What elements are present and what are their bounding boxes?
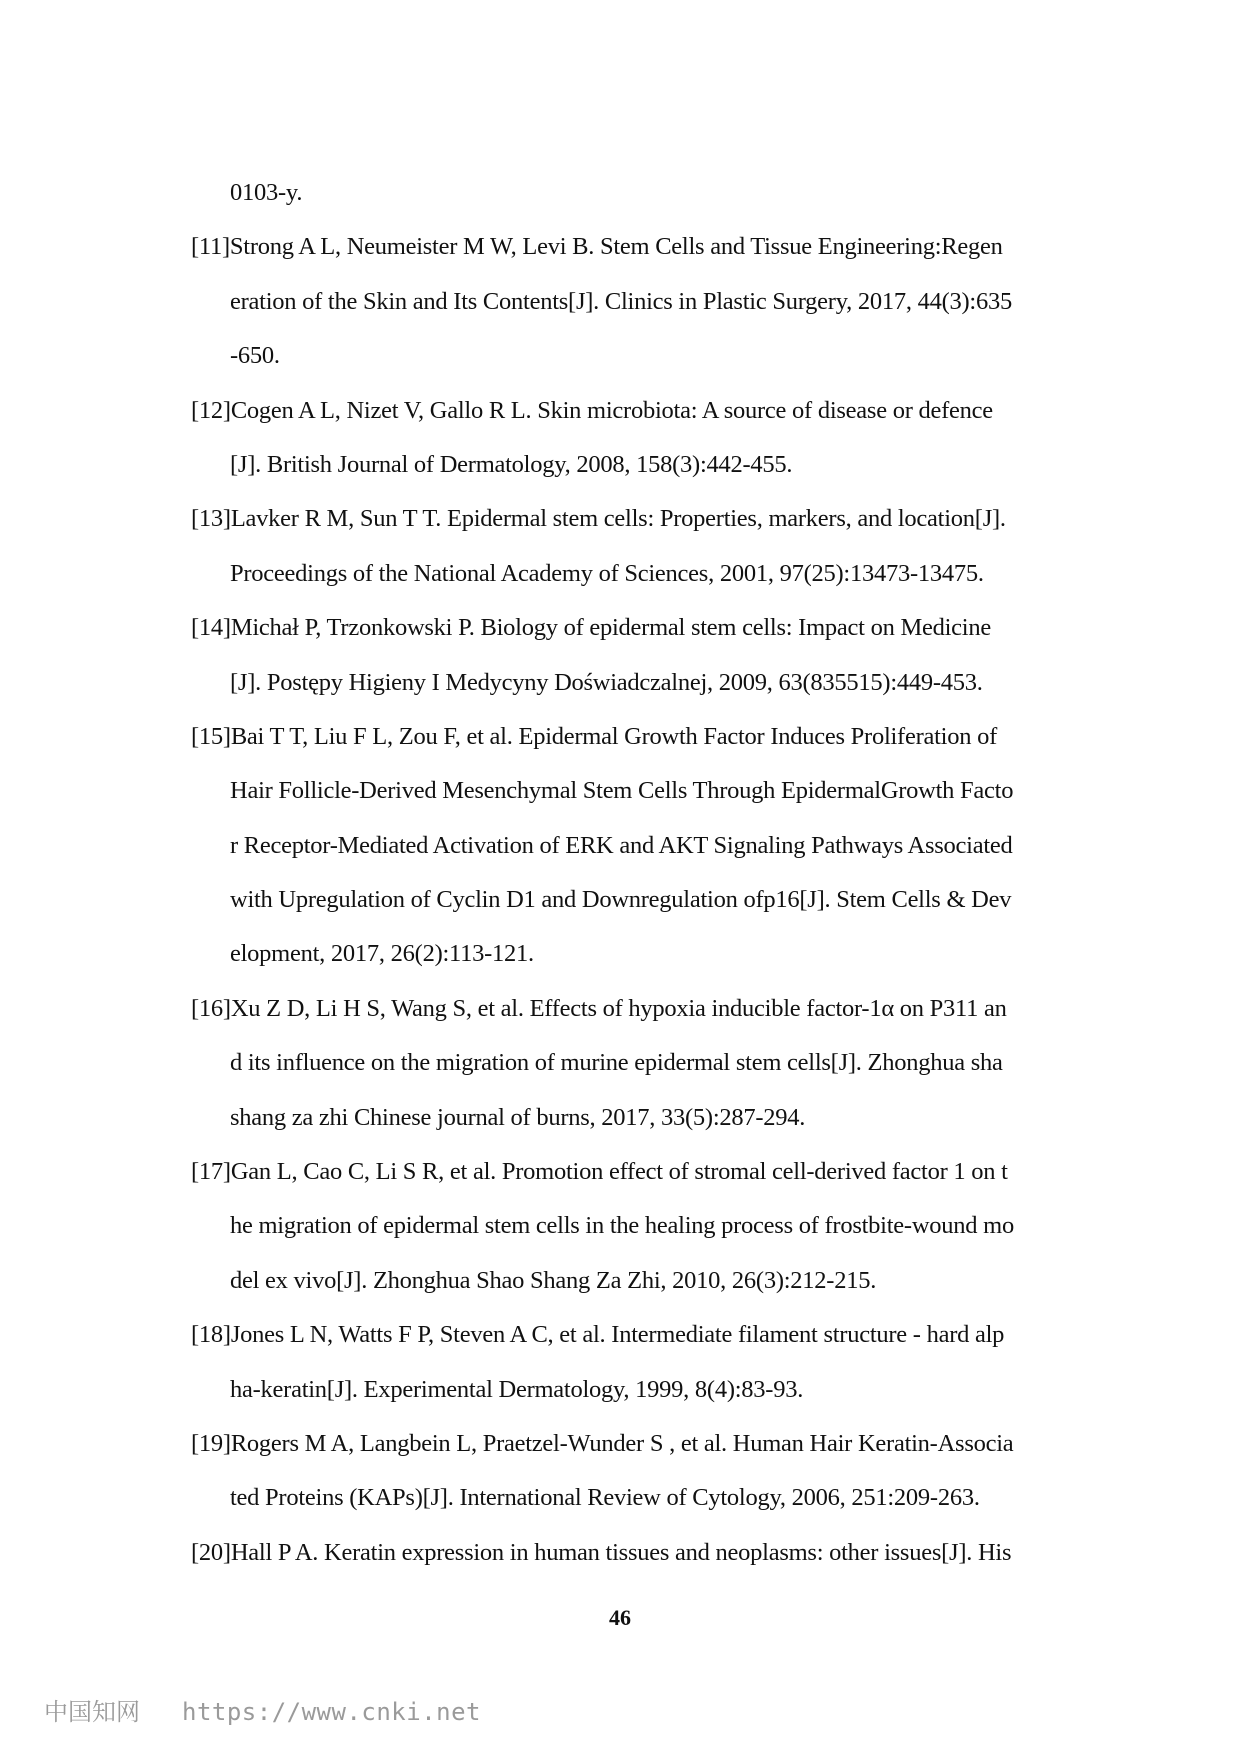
reference-16-line-2: d its influence on the migration of murine epidermal stem cells[J]. Zhonghua sha bbox=[230, 1049, 1003, 1077]
watermark-brand: 中国知网 bbox=[44, 1698, 140, 1726]
reference-18-line-1: [18]Jones L N, Watts F P, Steven A C, et al. Intermediate filament structure - hard alp bbox=[191, 1321, 1005, 1349]
reference-19-line-1: [19]Rogers M A, Langbein L, Praetzel-Wunder S , et al. Human Hair Keratin-Associa bbox=[191, 1429, 1014, 1457]
reference-11-line-1: [11]Strong A L, Neumeister M W, Levi B. Stem Cells and Tissue Engineering:Regen bbox=[191, 233, 1003, 261]
reference-13-line-2: Proceedings of the National Academy of Sciences, 2001, 97(25):13473-13475. bbox=[230, 559, 984, 587]
reference-13-line-1: [13]Lavker R M, Sun T T. Epidermal stem cells: Properties, markers, and location[J]. bbox=[191, 505, 1006, 533]
reference-15-line-4: with Upregulation of Cyclin D1 and Downregulation ofp16[J]. Stem Cells & Dev bbox=[230, 886, 1012, 914]
reference-15-line-2: Hair Follicle-Derived Mesenchymal Stem Cells Through EpidermalGrowth Facto bbox=[230, 777, 1014, 805]
reference-19-line-2: ted Proteins (KAPs)[J]. International Review of Cytology, 2006, 251:209-263. bbox=[230, 1484, 980, 1512]
reference-17-line-2: he migration of epidermal stem cells in the healing process of frostbite-wound mo bbox=[230, 1212, 1014, 1240]
page-number: 46 bbox=[609, 1605, 631, 1630]
reference-11-line-2: eration of the Skin and Its Contents[J]. Clinics in Plastic Surgery, 2017, 44(3):635 bbox=[230, 287, 1012, 315]
reference-12-line-1: [12]Cogen A L, Nizet V, Gallo R L. Skin microbiota: A source of disease or defence bbox=[191, 396, 993, 424]
reference-11-line-3: -650. bbox=[230, 342, 280, 370]
reference-line-continuation: 0103-y. bbox=[230, 179, 303, 206]
cnki-watermark bbox=[44, 1697, 481, 1728]
reference-17-line-3: del ex vivo[J]. Zhonghua Shao Shang Za Zhi, 2010, 26(3):212-215. bbox=[230, 1266, 877, 1294]
reference-15-line-1: [15]Bai T T, Liu F L, Zou F, et al. Epidermal Growth Factor Induces Proliferation of bbox=[191, 722, 998, 750]
reference-17-line-1: [17]Gan L, Cao C, Li S R, et al. Promotion effect of stromal cell-derived factor 1 on t bbox=[191, 1158, 1008, 1186]
reference-18-line-2: ha-keratin[J]. Experimental Dermatology, 1999, 8(4):83-93. bbox=[230, 1375, 804, 1403]
reference-16-line-3: shang za zhi Chinese journal of burns, 2017, 33(5):287-294. bbox=[230, 1103, 806, 1131]
reference-15-line-3: r Receptor-Mediated Activation of ERK and AKT Signaling Pathways Associated bbox=[230, 831, 1013, 859]
reference-14-line-2: [J]. Postępy Higieny I Medycyny Doświadczalnej, 2009, 63(835515):449-453. bbox=[230, 668, 983, 696]
reference-20-line-1: [20]Hall P A. Keratin expression in human tissues and neoplasms: other issues[J]. His bbox=[191, 1538, 1012, 1566]
watermark-url: https://www.cnki.net bbox=[182, 1698, 481, 1726]
reference-16-line-1: [16]Xu Z D, Li H S, Wang S, et al. Effects of hypoxia inducible factor-1α on P311 an bbox=[191, 994, 1007, 1022]
reference-12-line-2: [J]. British Journal of Dermatology, 2008, 158(3):442-455. bbox=[230, 450, 793, 478]
reference-list bbox=[191, 166, 1071, 1580]
reference-14-line-1: [14]Michał P, Trzonkowski P. Biology of epidermal stem cells: Impact on Medicine bbox=[191, 614, 991, 642]
reference-15-line-5: elopment, 2017, 26(2):113-121. bbox=[230, 940, 534, 968]
